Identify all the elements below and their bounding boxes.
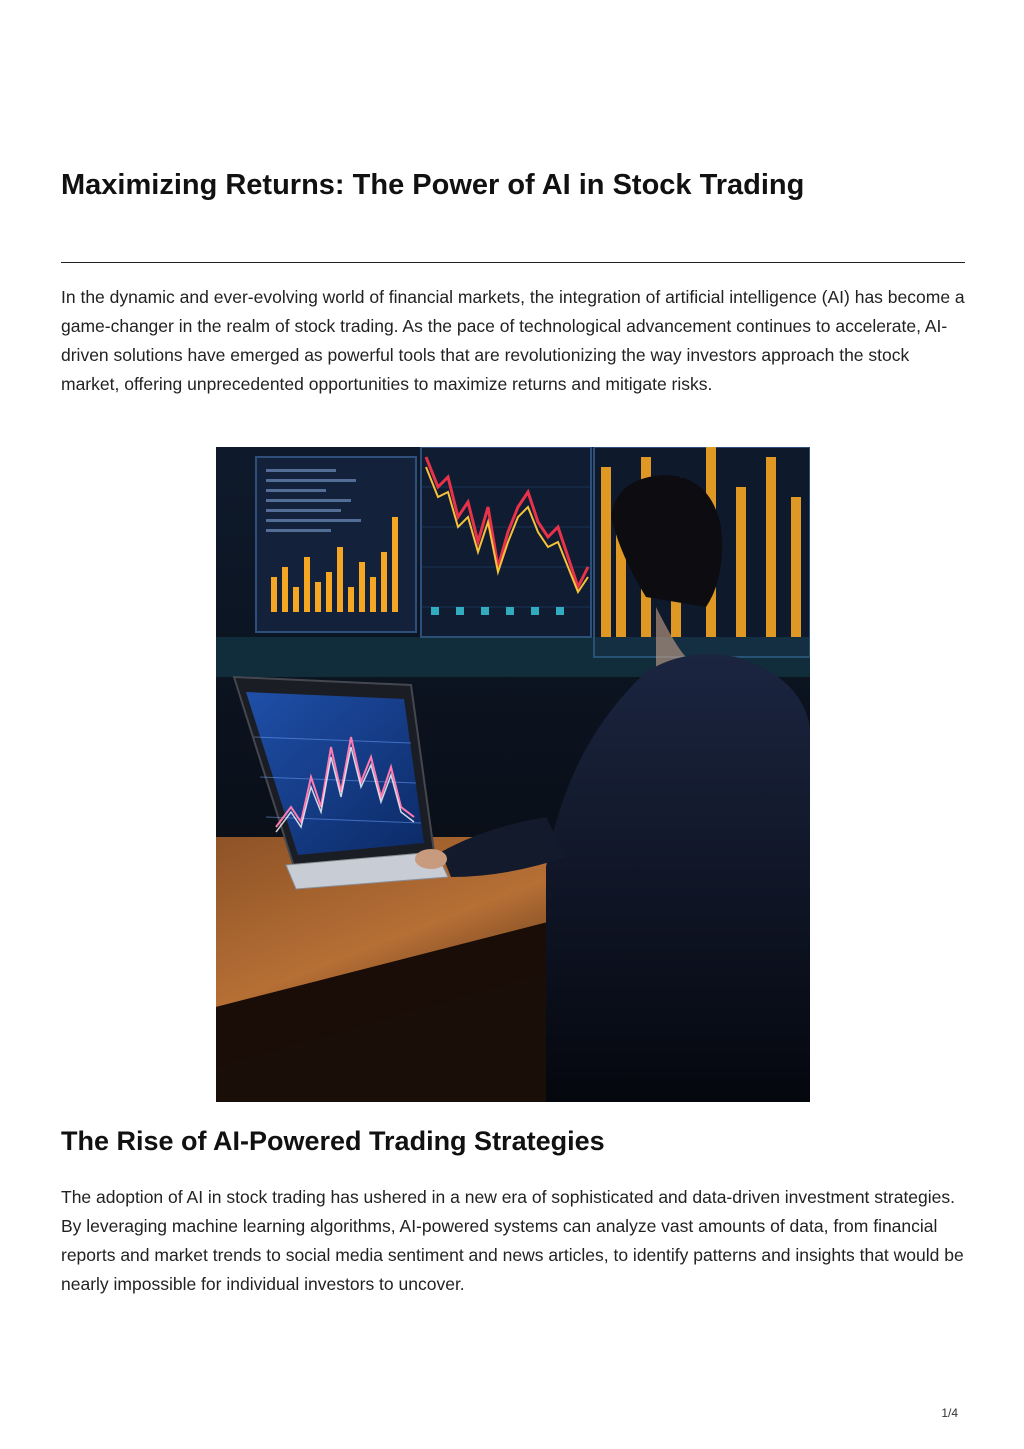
section-paragraph: The adoption of AI in stock trading has ushered in a new era of sophisticated and data-driven investment strategies. By leveraging machine learning algorithms, AI-powered systems can analyze vast amounts of data, from financial reports and market trends to social media sentiment and news articles, to identify patterns and insights that would be nearly impossible for individual investors to uncover. xyxy=(61,1187,964,1294)
page-title: Maximizing Returns: The Power of AI in Stock Trading xyxy=(61,169,805,201)
section-heading: The Rise of AI-Powered Trading Strategies xyxy=(61,1126,605,1156)
title-divider xyxy=(61,262,965,263)
page-number: 1/4 xyxy=(941,1406,958,1420)
hero-illustration xyxy=(216,447,810,1102)
hero-image xyxy=(216,447,810,1102)
intro-paragraph: In the dynamic and ever-evolving world of financial markets, the integration of artificial intelligence (AI) has become a game-changer in the realm of stock trading. As the pace of technological advancement continues to accelerate, AI-driven solutions have emerged as powerful tools that are revolutionizing the way investors approach the stock market, offering unprecedented opportunities to maximize returns and mitigate risks. xyxy=(61,287,965,394)
